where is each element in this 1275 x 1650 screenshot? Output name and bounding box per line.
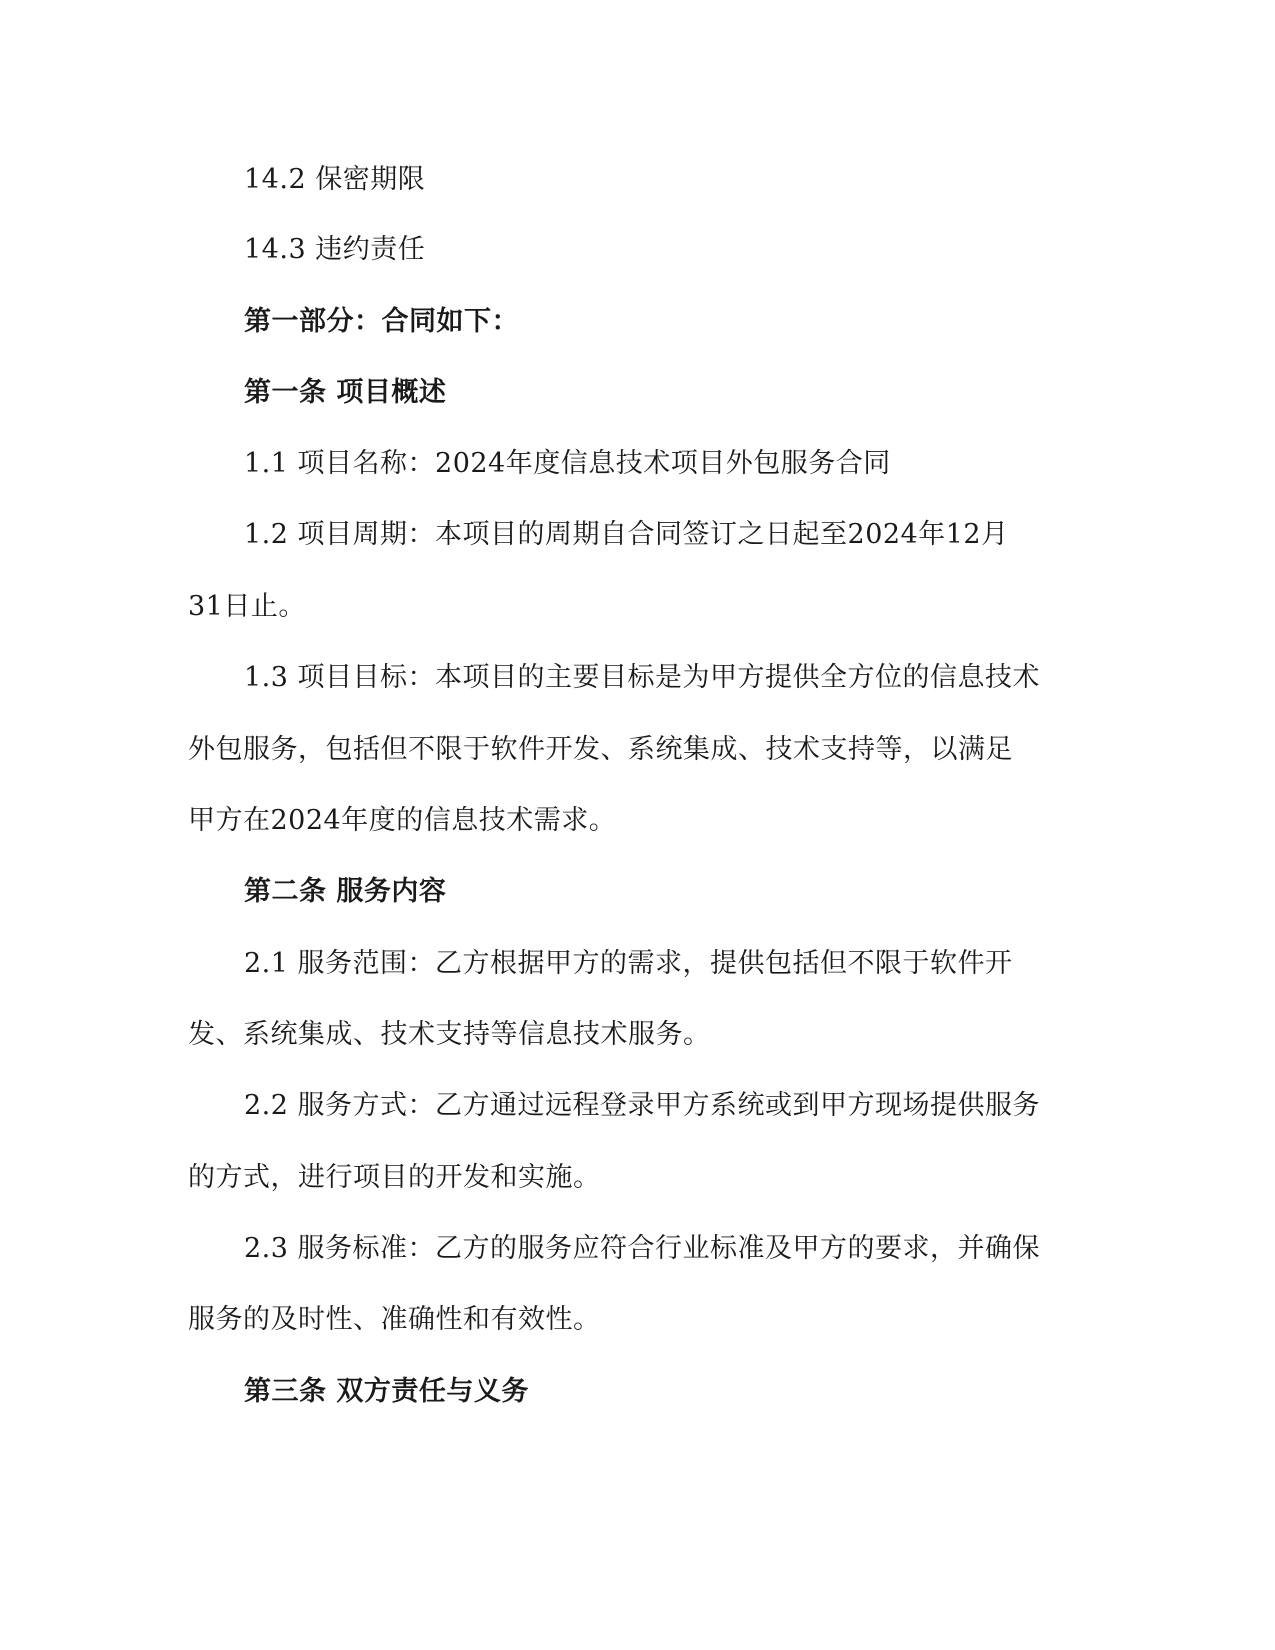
clause-2-1: 2.1 服务范围：乙方根据甲方的需求，提供包括但不限于软件开 xyxy=(244,948,1013,979)
clause-2-1-continuation: 发、系统集成、技术支持等信息技术服务。 xyxy=(188,1019,711,1050)
clause-2-2: 2.2 服务方式：乙方通过远程登录甲方系统或到甲方现场提供服务 xyxy=(244,1090,1041,1121)
clause-1-3: 1.3 项目目标：本项目的主要目标是为甲方提供全方位的信息技术 xyxy=(244,662,1041,693)
clause-2-3-continuation: 服务的及时性、准确性和有效性。 xyxy=(188,1304,601,1335)
clause-1-2: 1.2 项目周期：本项目的周期自合同签订之日起至2024年12月 xyxy=(244,519,1009,550)
clause-2-3: 2.3 服务标准：乙方的服务应符合行业标准及甲方的要求，并确保 xyxy=(244,1233,1041,1264)
article-one-heading: 第一条 项目概述 xyxy=(244,377,447,408)
clause-1-3-continuation: 甲方在2024年度的信息技术需求。 xyxy=(188,805,617,836)
part-one-heading: 第一部分：合同如下： xyxy=(244,306,519,337)
clause-14-3: 14.3 违约责任 xyxy=(244,234,426,265)
clause-1-2-continuation: 31日止。 xyxy=(188,591,306,622)
clause-1-1: 1.1 项目名称：2024年度信息技术项目外包服务合同 xyxy=(244,448,891,479)
clause-14-2: 14.2 保密期限 xyxy=(244,164,426,195)
article-two-heading: 第二条 服务内容 xyxy=(244,876,447,907)
clause-2-2-continuation: 的方式，进行项目的开发和实施。 xyxy=(188,1162,601,1193)
article-three-heading: 第三条 双方责任与义务 xyxy=(244,1376,529,1407)
clause-1-3-continuation: 外包服务，包括但不限于软件开发、系统集成、技术支持等，以满足 xyxy=(188,734,1013,765)
